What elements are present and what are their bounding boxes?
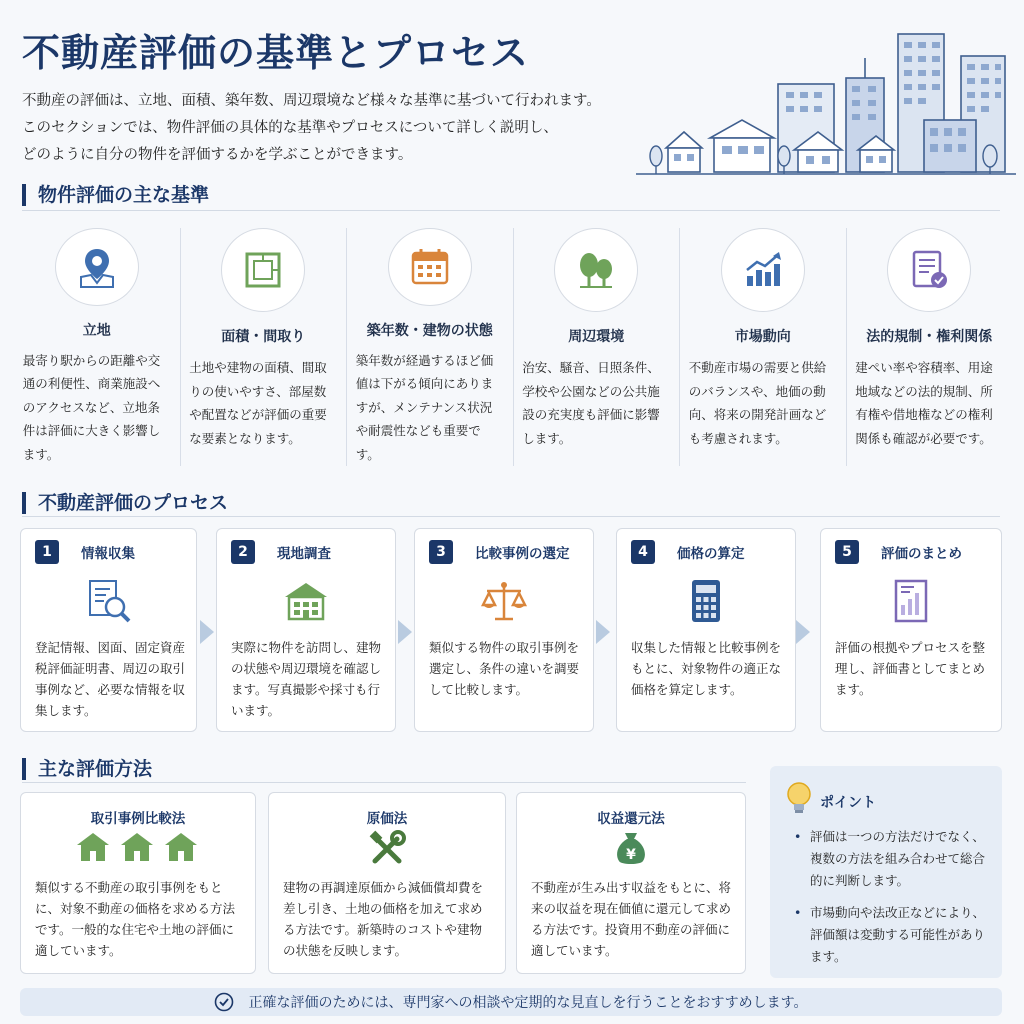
- criterion-age: [346, 228, 513, 466]
- method-title: 取引事例比較法: [90, 811, 186, 827]
- criteria-heading: 物件評価の主な基準: [22, 184, 209, 206]
- document-search-icon: [82, 575, 136, 629]
- step-title: 評価のまとめ: [881, 546, 962, 562]
- process-step: [414, 528, 594, 732]
- intro-line: どのように自分の物件を評価するかを学ぶことができます。: [22, 147, 413, 163]
- step-number: 4: [631, 540, 655, 564]
- step-title: 比較事例の選定: [475, 546, 570, 562]
- criterion-title: 市場動向: [734, 329, 791, 345]
- floor-plan-icon: [221, 228, 305, 312]
- tools-icon: [367, 829, 407, 869]
- criterion-location: [14, 228, 180, 466]
- criterion-title: 立地: [82, 323, 111, 340]
- criterion-desc: 治安、騒音、日照条件、学校や公園などの公共施設の充実度も評価に影響します。: [522, 360, 660, 446]
- divider: [22, 516, 1000, 517]
- process-step: [820, 528, 1002, 732]
- criterion-title: 周辺環境: [568, 329, 625, 345]
- criterion-legal: [846, 228, 1013, 466]
- footer-text: 正確な評価のためには、専門家への相談や定期的な見直しを行うことをおすすめします。: [248, 995, 808, 1011]
- arrow-right-icon: [398, 620, 412, 644]
- process-step: [616, 528, 796, 732]
- divider: [22, 782, 746, 783]
- money-bag-icon: [611, 829, 651, 869]
- criterion-title: 築年数・建物の状態: [366, 323, 493, 340]
- criteria-list: [14, 228, 1012, 466]
- trees-icon: [554, 228, 638, 312]
- point-list: [794, 826, 994, 978]
- criterion-market: [679, 228, 846, 466]
- light-bulb-icon: [784, 780, 814, 816]
- intro-line: 不動産の評価は、立地、面積、築年数、周辺環境など様々な基準に基づいて行われます。: [22, 93, 601, 109]
- criterion-area: [180, 228, 347, 466]
- market-chart-icon: [721, 228, 805, 312]
- criterion-desc: 不動産市場の需要と供給のバランスや、地価の動向、将来の開発計画なども考慮されます。: [688, 360, 827, 446]
- criterion-desc: 築年数が経過するほど価値は下がる傾向にありますが、メンテナンス状況や耐震性なども重要です。: [355, 352, 494, 462]
- step-desc: 登記情報、図面、固定資産税評価証明書、周辺の取引事例など、必要な情報を収集します。: [35, 640, 186, 718]
- method-card: [268, 792, 506, 974]
- divider: [22, 210, 1000, 211]
- cityscape-illustration: [636, 28, 1016, 178]
- criterion-title: 面積・間取り: [221, 329, 306, 345]
- arrow-right-icon: [200, 620, 214, 644]
- criterion-environment: [513, 228, 680, 466]
- criterion-desc: 土地や建物の面積、間取りの使いやすさ、部屋数や配置などが評価の重要な要素となります。: [189, 360, 327, 446]
- method-title: 原価法: [366, 811, 408, 827]
- method-desc: 類似する不動産の取引事例をもとに、対象不動産の価格を求める方法です。一般的な住宅や土地の評価に適しています。: [35, 880, 236, 958]
- step-number: 2: [231, 540, 255, 564]
- step-number: 5: [835, 540, 859, 564]
- location-pin-icon: [55, 228, 139, 306]
- calculator-icon: [679, 575, 733, 629]
- step-number: 3: [429, 540, 453, 564]
- process-step: [216, 528, 396, 732]
- method-desc: 不動産が生み出す収益をもとに、将来の収益を現在価値に還元して求める方法です。投資用不動産の評価に適しています。: [531, 880, 732, 958]
- page-title: 不動産評価の基準とプロセス: [22, 30, 530, 75]
- criterion-desc: 最寄り駅からの距離や交通の利便性、商業施設へのアクセスなど、立地条件は評価に大きく影響します。: [22, 352, 161, 462]
- step-title: 現地調査: [277, 546, 331, 562]
- step-title: 情報収集: [81, 546, 135, 562]
- footer-banner: [20, 988, 1002, 1016]
- arrow-right-icon: [796, 620, 810, 644]
- step-number: 1: [35, 540, 59, 564]
- step-desc: 実際に物件を訪問し、建物の状態や周辺環境を確認します。写真撮影や採寸も行います。: [231, 640, 382, 718]
- report-icon: [884, 575, 938, 629]
- point-box: [770, 766, 1002, 978]
- houses-icon: [75, 829, 201, 865]
- intro-text: [22, 88, 642, 169]
- step-desc: 評価の根拠やプロセスを整理し、評価書としてまとめます。: [835, 640, 986, 697]
- point-item: • 評価は一つの方法だけでなく、複数の方法を組み合わせて総合的に判断します。: [794, 826, 994, 892]
- criterion-title: 法的規制・権利関係: [866, 329, 993, 345]
- calendar-icon: [388, 228, 472, 306]
- check-circle-icon: [214, 992, 234, 1012]
- svg-text:¥: ¥: [626, 847, 636, 863]
- method-desc: 建物の再調達原価から減価償却費を差し引き、土地の価格を加えて求める方法です。新築時のコストや建物の状態を反映します。: [283, 880, 484, 958]
- methods-heading: 主な評価方法: [22, 758, 152, 780]
- criterion-desc: 建ぺい率や容積率、用途地域などの法的規制、所有権や借地権などの権利関係も確認が必要です。: [855, 360, 993, 446]
- process-step: [20, 528, 197, 732]
- method-card: [20, 792, 256, 974]
- method-title: 収益還元法: [597, 811, 665, 827]
- step-desc: 類似する物件の取引事例を選定し、条件の違いを調要して比較します。: [429, 640, 580, 697]
- point-item: • 市場動向や法改正などにより、評価額は変動する可能性があります。: [794, 902, 994, 968]
- arrow-right-icon: [596, 620, 610, 644]
- building-icon: [279, 575, 333, 629]
- step-desc: 収集した情報と比較事例をもとに、対象物件の適正な価格を算定します。: [631, 640, 782, 697]
- process-steps: [20, 528, 1002, 732]
- method-card: [516, 792, 746, 974]
- scale-icon: [477, 575, 531, 629]
- point-title: ポイント: [820, 795, 876, 811]
- process-heading: 不動産評価のプロセス: [22, 492, 228, 514]
- intro-line: このセクションでは、物件評価の具体的な基準やプロセスについて詳しく説明し、: [22, 120, 558, 136]
- step-title: 価格の算定: [677, 546, 745, 562]
- legal-document-icon: [887, 228, 971, 312]
